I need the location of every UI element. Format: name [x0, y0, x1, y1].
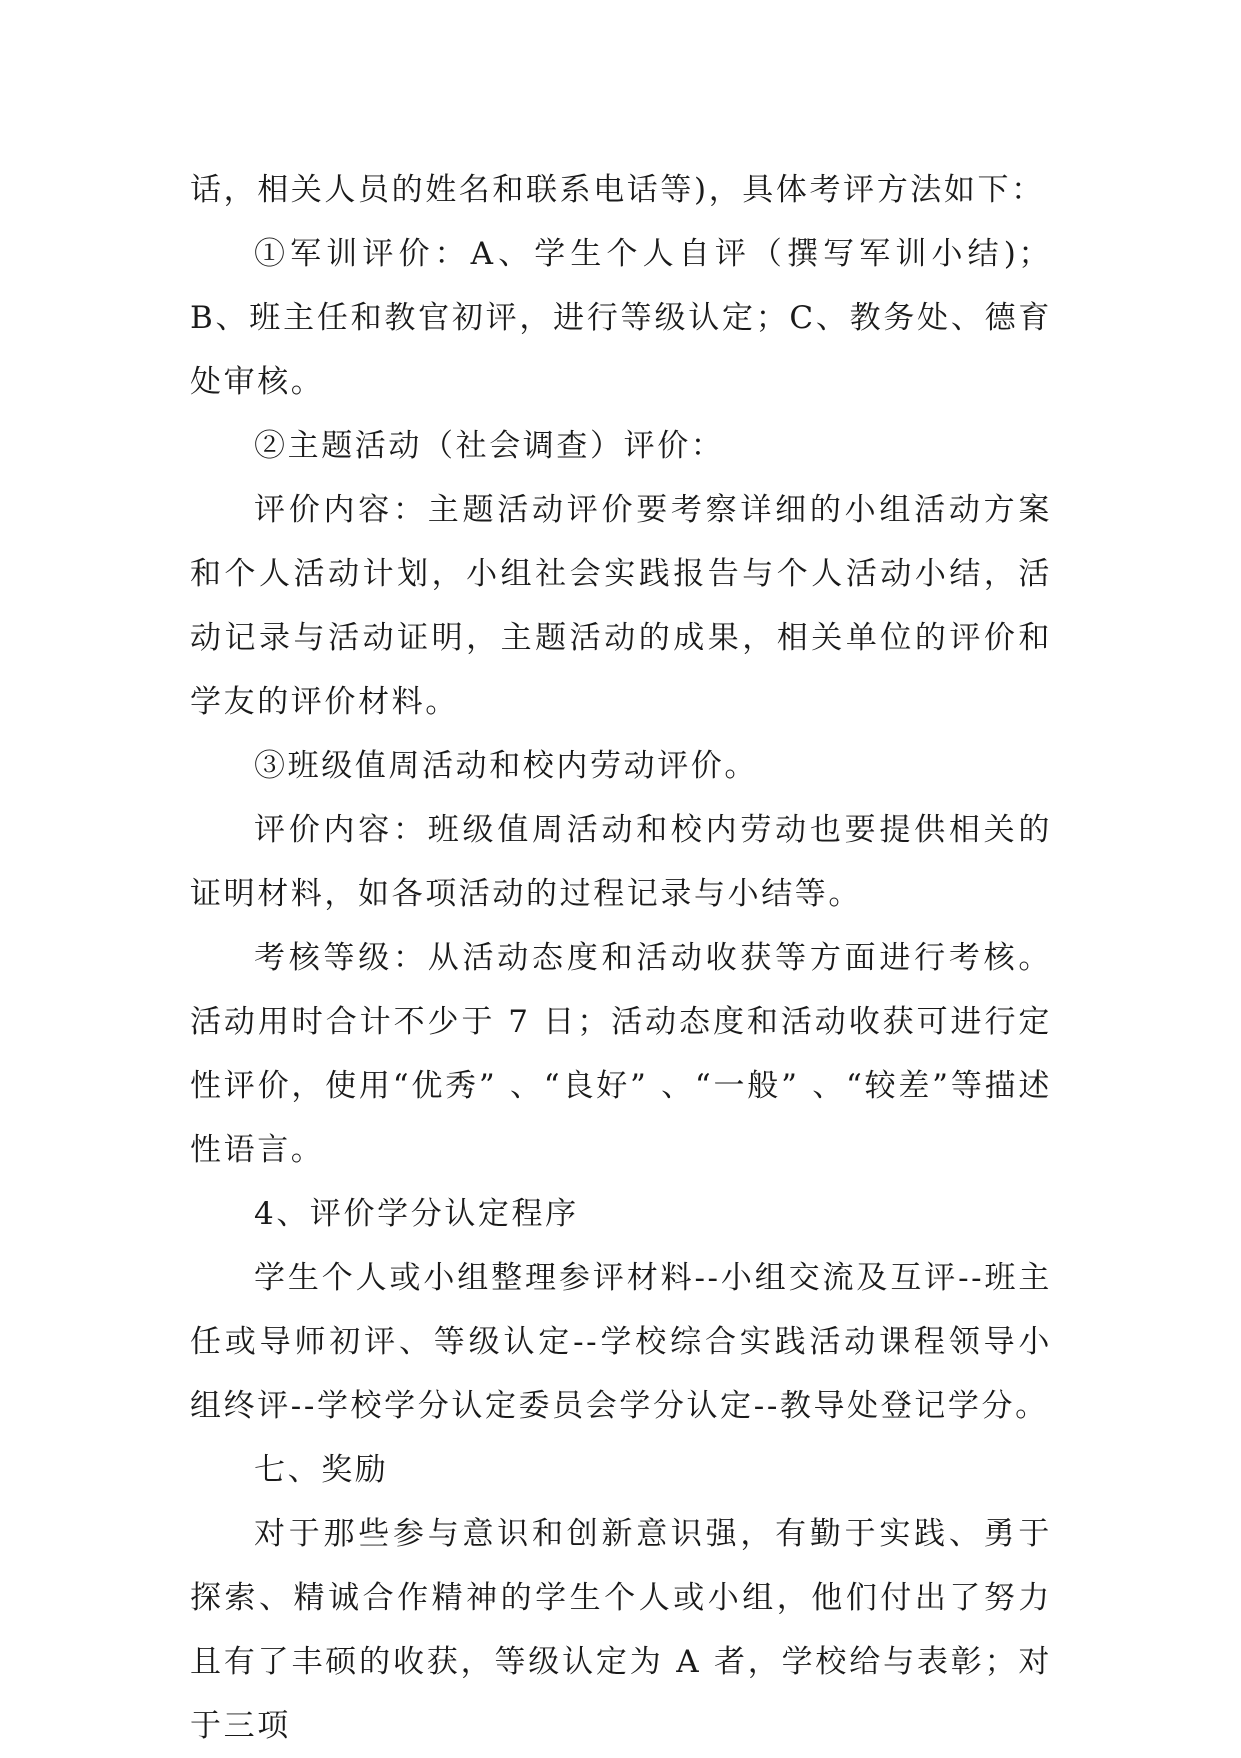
- paragraph-class-duty-content: 评价内容：班级值周活动和校内劳动也要提供相关的证明材料，如各项活动的过程记录与小结等。: [190, 812, 1052, 912]
- paragraph-theme-activity-content: 评价内容：主题活动评价要考察详细的小组活动方案和个人活动计划，小组社会实践报告与个人活动小结，活动记录与活动证明，主题活动的成果，相关单位的评价和学友的评价材料。: [190, 492, 1052, 720]
- paragraph-theme-activity-heading: ②主题活动（社会调查）评价：: [254, 428, 725, 464]
- paragraph-credit-procedure-heading: 4、评价学分认定程序: [254, 1196, 579, 1232]
- paragraph-assessment-levels: 考核等级：从活动态度和活动收获等方面进行考核。活动用时合计不少于 7 日；活动态度和活动收获可进行定性评价，使用“优秀” 、“良好” 、“一般” 、“较差”等描述性语言。: [190, 940, 1052, 1168]
- paragraph-continuation: 话，相关人员的姓名和联系电话等)，具体考评方法如下：: [190, 172, 1045, 208]
- paragraph-credit-procedure-content: 学生个人或小组整理参评材料--小组交流及互评--班主任或导师初评、等级认定--学校综合实践活动课程领导小组终评--学校学分认定委员会学分认定--教导处登记学分。: [190, 1260, 1052, 1424]
- paragraph-class-duty-heading: ③班级值周活动和校内劳动评价。: [254, 748, 758, 784]
- document-body: [190, 158, 1052, 1758]
- paragraph-rewards-content: 对于那些参与意识和创新意识强，有勤于实践、勇于探索、精诚合作精神的学生个人或小组，他们付出了努力且有了丰硕的收获，等级认定为 A 者，学校给与表彰；对于三项: [190, 1516, 1052, 1744]
- paragraph-rewards-heading: 七、奖励: [254, 1452, 389, 1488]
- paragraph-military-training-evaluation: ①军训评价：A、学生个人自评（撰写军训小结)；B、班主任和教官初评，进行等级认定；C、教务处、德育处审核。: [190, 236, 1052, 400]
